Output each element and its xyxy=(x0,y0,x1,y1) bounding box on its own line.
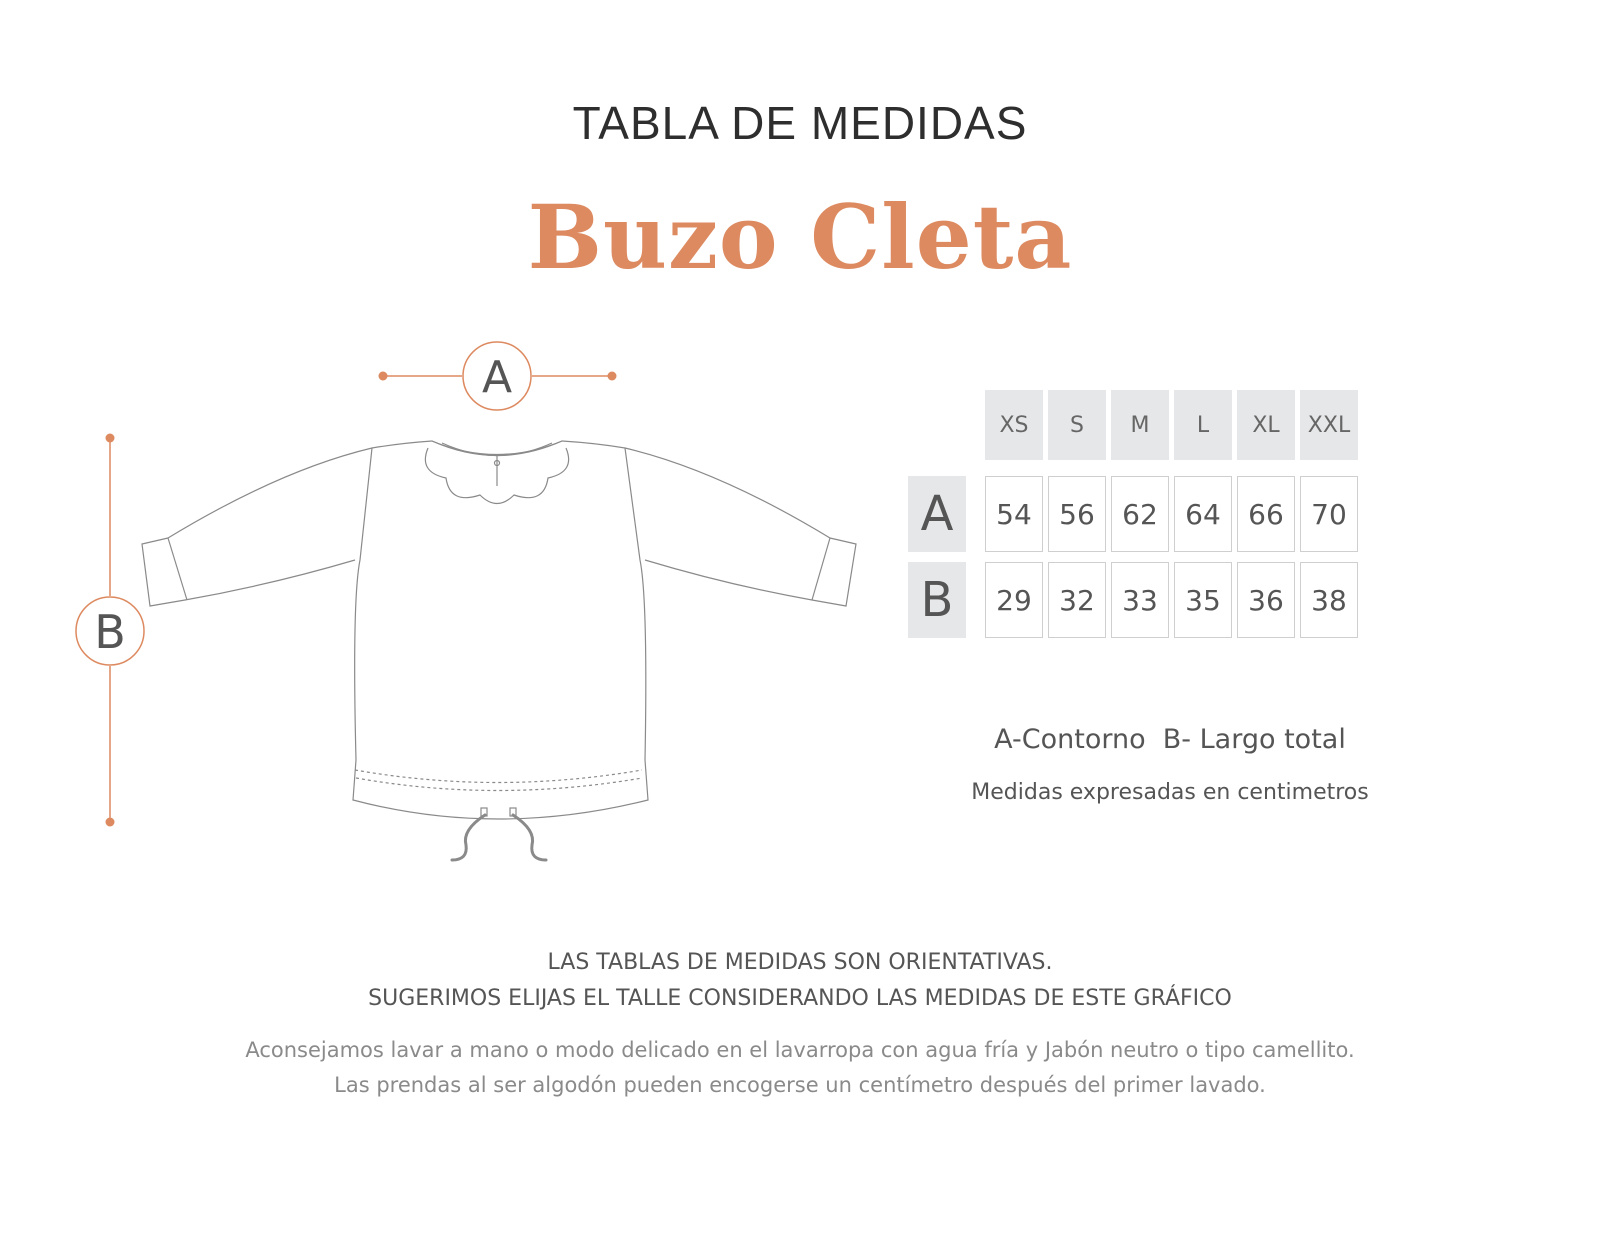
size-header-xl: XL xyxy=(1237,390,1295,460)
cell-a-s: 56 xyxy=(1048,476,1106,552)
orientative-note: LAS TABLAS DE MEDIDAS SON ORIENTATIVAS. xyxy=(547,950,1053,975)
drawstring-icon xyxy=(452,808,546,860)
measure-a-indicator xyxy=(379,342,617,410)
cell-a-xs: 54 xyxy=(985,476,1043,552)
cell-b-m: 33 xyxy=(1111,562,1169,638)
cell-b-xxl: 38 xyxy=(1300,562,1358,638)
measurement-legend: A-Contorno B- Largo total xyxy=(994,724,1346,755)
units-note: Medidas expresadas en centimetros xyxy=(971,780,1369,805)
size-header-xxl: XXL xyxy=(1300,390,1358,460)
garment-diagram xyxy=(0,0,900,900)
size-header-s: S xyxy=(1048,390,1106,460)
size-header-xs: XS xyxy=(985,390,1043,460)
cell-a-xl: 66 xyxy=(1237,476,1295,552)
care-instructions: Aconsejamos lavar a mano o modo delicado en el lavarropa con agua fría y Jabón neutro o tipo camellito. xyxy=(245,1038,1355,1062)
sweatshirt-outline xyxy=(142,441,856,819)
measure-a-label: A xyxy=(481,352,513,403)
page-title: TABLA DE MEDIDAS xyxy=(572,97,1028,149)
product-name: Buzo Cleta xyxy=(527,185,1073,289)
cell-a-m: 62 xyxy=(1111,476,1169,552)
cell-b-s: 32 xyxy=(1048,562,1106,638)
size-header-m: M xyxy=(1111,390,1169,460)
measure-b-indicator xyxy=(76,434,144,827)
cell-b-xs: 29 xyxy=(985,562,1043,638)
measure-b-label: B xyxy=(94,605,126,659)
cell-a-xxl: 70 xyxy=(1300,476,1358,552)
row-label-a: A xyxy=(908,476,966,552)
cell-b-l: 35 xyxy=(1174,562,1232,638)
cell-a-l: 64 xyxy=(1174,476,1232,552)
size-header-l: L xyxy=(1174,390,1232,460)
row-label-b: B xyxy=(908,562,966,638)
cell-b-xl: 36 xyxy=(1237,562,1295,638)
size-suggestion-note: SUGERIMOS ELIJAS EL TALLE CONSIDERANDO LAS MEDIDAS DE ESTE GRÁFICO xyxy=(368,986,1232,1011)
shrinkage-note: Las prendas al ser algodón pueden encogerse un centímetro después del primer lavado. xyxy=(334,1073,1266,1097)
